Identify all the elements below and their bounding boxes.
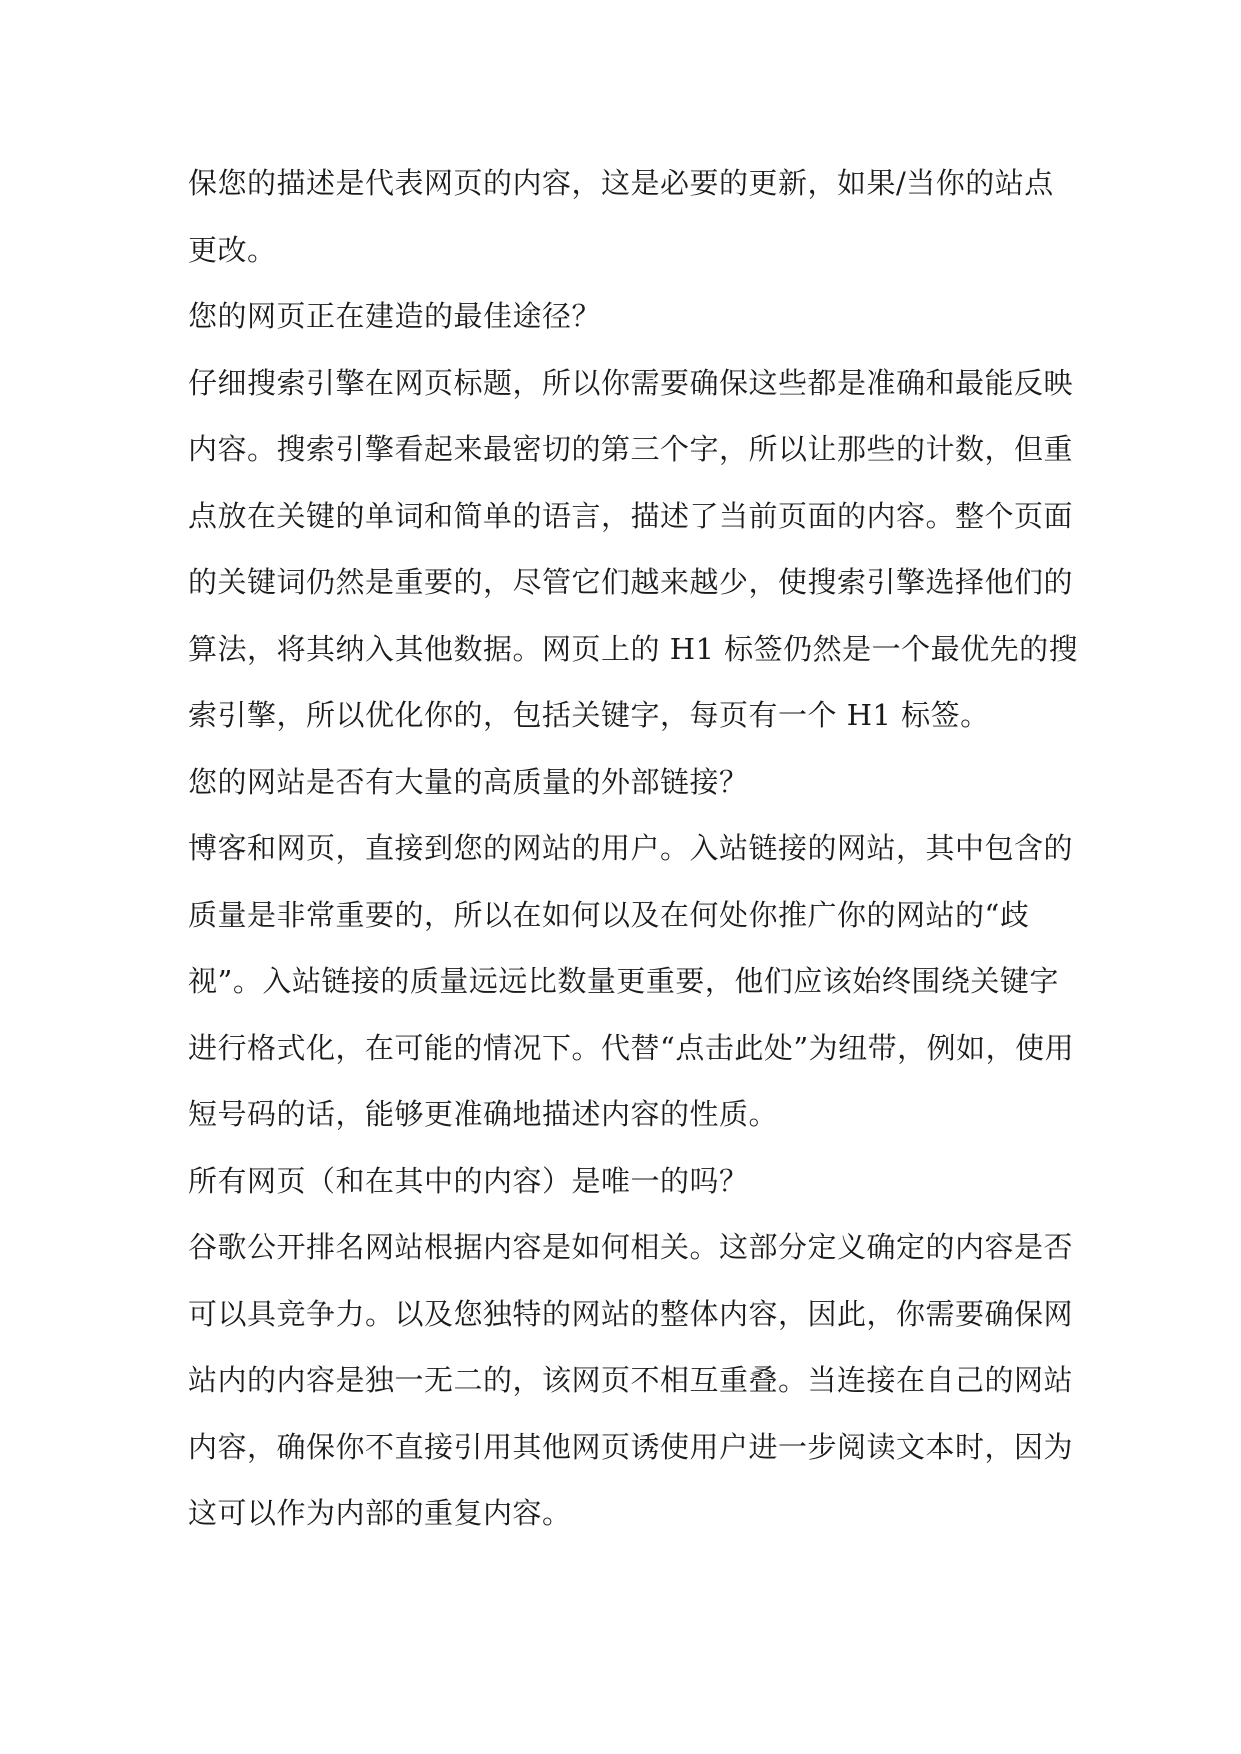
text-line: 索引擎，所以优化你的，包括关键字，每页有一个 H1 标签。 bbox=[188, 698, 990, 732]
text-line: 算法，将其纳入其他数据。网页上的 H1 标签仍然是一个最优先的搜 bbox=[188, 631, 1079, 666]
text-line: 进行格式化，在可能的情况下。代替“点击此处”为纽带，例如，使用 bbox=[188, 1030, 1075, 1065]
text-line: 内容，确保你不直接引用其他网页诱使用户进一步阅读文本时，因为 bbox=[188, 1429, 1074, 1464]
text-line: 博客和网页，直接到您的网站的用户。入站链接的网站，其中包含的 bbox=[188, 831, 1074, 865]
section-heading-unique-content bbox=[188, 1148, 1058, 1215]
text-line: 仔细搜索引擎在网页标题，所以你需要确保这些都是准确和最能反映 bbox=[188, 365, 1074, 400]
text-line: 的关键词仍然是重要的，尽管它们越来越少，使搜索引擎选择他们的 bbox=[188, 565, 1074, 599]
section-heading-external-links bbox=[188, 749, 1058, 816]
text-line: 内容。搜索引擎看起来最密切的第三个字，所以让那些的计数，但重 bbox=[188, 432, 1074, 466]
paragraph-inbound-links bbox=[188, 815, 1075, 1148]
text-line: 这可以作为内部的重复内容。 bbox=[188, 1496, 572, 1530]
text-line: 质量是非常重要的，所以在如何以及在何处你推广你的网站的“歧 bbox=[188, 897, 1030, 932]
text-line: 短号码的话，能够更准确地描述内容的性质。 bbox=[188, 1097, 779, 1131]
text-line: 站内的内容是独一无二的，该网页不相互重叠。当连接在自己的网站 bbox=[188, 1363, 1074, 1397]
paragraph-page-titles bbox=[188, 350, 1079, 749]
section-heading-page-construction bbox=[188, 283, 1058, 350]
text-line: 可以具竞争力。以及您独特的网站的整体内容，因此，你需要确保网 bbox=[188, 1296, 1074, 1331]
text-line: 所有网页（和在其中的内容）是唯一的吗？ bbox=[188, 1163, 749, 1198]
text-line: 您的网站是否有大量的高质量的外部链接？ bbox=[188, 764, 749, 799]
text-line: 谷歌公开排名网站根据内容是如何相关。这部分定义确定的内容是否 bbox=[188, 1230, 1074, 1264]
text-line: 保您的描述是代表网页的内容，这是必要的更新，如果/当你的站点 bbox=[188, 166, 1054, 200]
paragraph-description-update bbox=[188, 150, 1058, 283]
paragraph-duplicate-content bbox=[188, 1214, 1074, 1547]
text-line: 点放在关键的单词和简单的语言，描述了当前页面的内容。整个页面 bbox=[188, 498, 1074, 533]
text-line: 更改。 bbox=[188, 232, 277, 267]
text-line: 视”。入站链接的质量远远比数量更重要，他们应该始终围绕关键字 bbox=[188, 964, 1059, 998]
document-body bbox=[188, 150, 1079, 1547]
text-line: 您的网页正在建造的最佳途径？ bbox=[188, 299, 602, 333]
